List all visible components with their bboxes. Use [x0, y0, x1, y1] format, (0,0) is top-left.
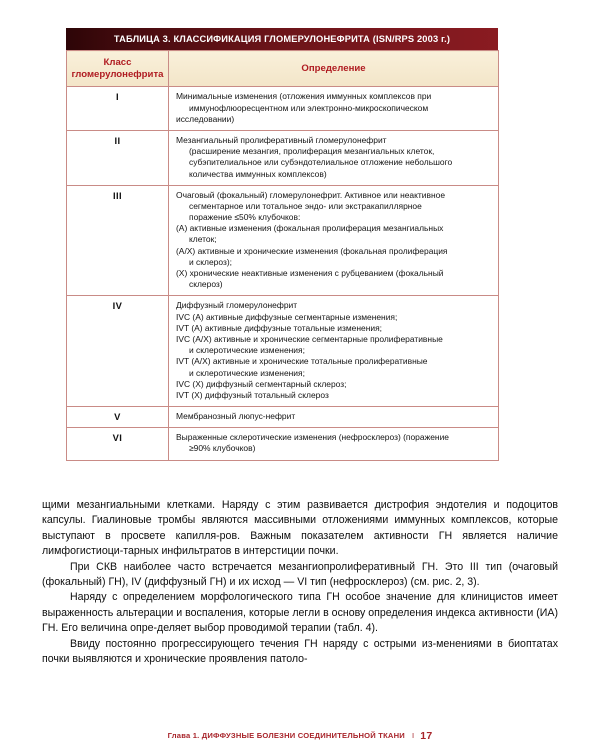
definition-line: и склероз);	[189, 256, 232, 267]
definition-line: субэпителиальное или субэндотелиальное отложение небольшого	[189, 157, 453, 168]
definition-line: (А) активные изменения (фокальная пролиферация мезангиальных	[176, 223, 444, 234]
body-text	[42, 498, 558, 667]
table-row	[67, 407, 499, 428]
table-body	[67, 87, 499, 460]
definition-line: Мезангиальный пролиферативный гломерулонефрит	[176, 134, 387, 145]
definition-line: (А/Х) активные и хронические изменения (фокальная пролиферация	[176, 245, 448, 256]
column-header-class-line2: гломерулонефрита	[71, 68, 164, 80]
table-row	[67, 185, 499, 296]
definition-line: исследовании)	[176, 113, 235, 124]
definition-line: и склеротические изменения;	[189, 345, 305, 356]
body-paragraph: Наряду с определением морфологического типа ГН особое значение для клиницистов имеет выраженность альтерации и воспаления, которые легли в основу определения индекса активности (ИА) ГН. Его величина опре-деляет выбор проводимой терапии (табл. 4).	[42, 591, 558, 635]
definition-line: IVC (А) активные диффузные сегментарные изменения;	[176, 311, 398, 322]
table-row	[67, 296, 499, 407]
definition-line: иммунофлюоресцентном или электронно-микроскопическом	[189, 102, 429, 113]
definition-line: IVT (А/Х) активные и хронические тотальные пролиферативные	[176, 356, 428, 367]
class-cell: II	[67, 130, 169, 185]
definition-line: Минимальные изменения (отложения иммунных комплексов при	[176, 91, 432, 102]
table-row	[67, 428, 499, 460]
definition-line: Очаговый (фокальный) гломерулонефрит. Активное или неактивное	[176, 189, 446, 200]
footer-separator: I	[411, 731, 415, 740]
definition-cell	[169, 407, 499, 428]
table-title: ТАБЛИЦА 3. КЛАССИФИКАЦИЯ ГЛОМЕРУЛОНЕФРИТА (ISN/RPS 2003 г.)	[66, 28, 498, 50]
table-head	[67, 51, 499, 87]
definition-line: количества иммунных комплексов)	[189, 168, 327, 179]
page-footer	[0, 730, 600, 742]
definition-line: (Х) хронические неактивные изменения с рубцеванием (фокальный	[176, 268, 444, 279]
classification-table	[66, 50, 499, 461]
class-cell: III	[67, 185, 169, 296]
class-cell: VI	[67, 428, 169, 460]
definition-line: IVT (Х) диффузный тотальный склероз	[176, 389, 329, 400]
body-paragraph: Ввиду постоянно прогрессирующего течения ГН наряду с острыми из-менениями в биоптатах почки выявляются и хронические проявления патоло-	[42, 637, 558, 666]
footer-chapter-label: Глава 1. ДИФФУЗНЫЕ БОЛЕЗНИ СОЕДИНИТЕЛЬНОЙ ТКАНИ	[167, 731, 405, 740]
table-row	[67, 130, 499, 185]
column-header-definition: Определение	[169, 51, 499, 87]
definition-line: поражение ≤50% клубочков:	[189, 212, 301, 223]
definition-line: сегментарное или тотальное эндо- или экстракапиллярное	[189, 200, 422, 211]
classification-table-block	[66, 28, 498, 461]
definition-line: Выраженные склеротические изменения (нефросклероз) (поражение	[176, 432, 449, 443]
definition-line: клеток;	[189, 234, 217, 245]
column-header-class	[67, 51, 169, 87]
body-paragraph: При СКВ наиболее часто встречается мезангиопролиферативный ГН. Это III тип (очаговый (фокальный) ГН), IV (диффузный ГН) и их исход — VI тип (нефросклероз) (см. рис. 2, 3).	[42, 560, 558, 589]
class-cell: V	[67, 407, 169, 428]
table-row	[67, 87, 499, 131]
class-cell: I	[67, 87, 169, 131]
definition-line: Мембранозный люпус-нефрит	[176, 411, 296, 422]
definition-cell	[169, 130, 499, 185]
definition-line: IVC (Х) диффузный сегментарный склероз;	[176, 378, 347, 389]
definition-line: Диффузный гломерулонефрит	[176, 300, 298, 311]
column-header-class-line1: Класс	[103, 57, 132, 68]
table-header-row	[67, 51, 499, 87]
page-number: 17	[420, 730, 433, 742]
definition-cell	[169, 87, 499, 131]
body-paragraph: щими мезангиальными клетками. Наряду с этим развивается дистрофия эндотелия и подоцитов капсулы. Гиалиновые тромбы являются массивными отложениями иммунных комплексов, которые выступают в просвете капилля-ров. Важным показателем активности ГН является наличие лимфогистиоци-тарных инфильтратов в интерстиции почки.	[42, 499, 558, 558]
definition-cell	[169, 185, 499, 296]
definition-line: IVC (А/Х) активные и хронические сегментарные пролиферативные	[176, 333, 443, 344]
definition-line: (расширение мезангия, пролиферация мезангиальных клеток,	[189, 146, 435, 157]
definition-line: и склеротические изменения;	[189, 367, 305, 378]
definition-cell	[169, 428, 499, 460]
definition-line: IVT (А) активные диффузные тотальные изменения;	[176, 322, 383, 333]
definition-line: склероз)	[189, 279, 223, 290]
class-cell: IV	[67, 296, 169, 407]
definition-cell	[169, 296, 499, 407]
definition-line: ≥90% клубочков)	[189, 443, 256, 454]
